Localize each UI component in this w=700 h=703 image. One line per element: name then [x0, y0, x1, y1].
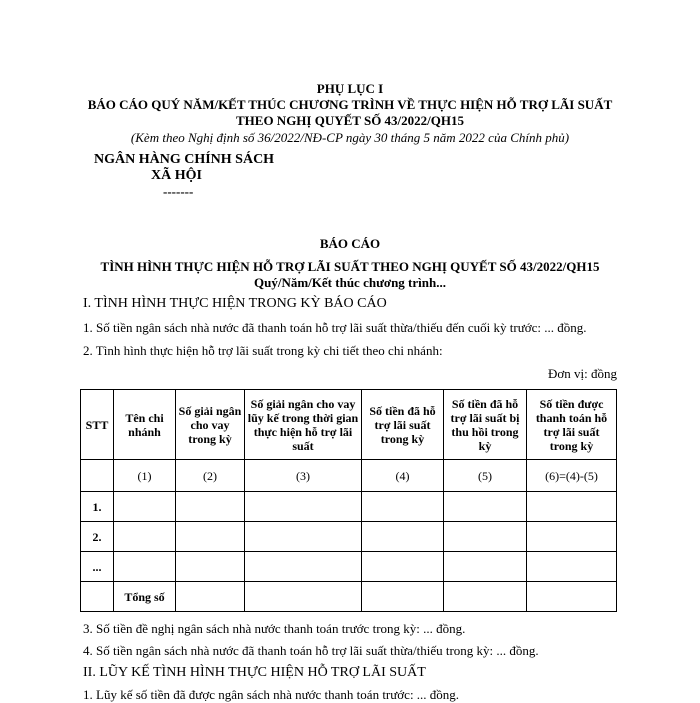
table-header-row — [81, 390, 617, 460]
item4: 4. Số tiền ngân sách nhà nước đã thanh toán hỗ trợ lãi suất thừa/thiếu trong kỳ: ... đồng. — [83, 643, 539, 658]
row-stt: 1. — [81, 492, 114, 522]
item3: 3. Số tiền đề nghị ngân sách nhà nước thanh toán trước trong kỳ: ... đồng. — [83, 621, 466, 636]
table-row — [81, 522, 617, 552]
issuer-line1: NGÂN HÀNG CHÍNH SÁCH — [94, 152, 275, 167]
header-paid-in-period: Số tiền được thanh toán hỗ trợ lãi suất trong kỳ — [527, 390, 617, 460]
col-number — [81, 460, 114, 492]
header-disbursed-cumulative: Số giải ngân cho vay lũy kế trong thời gian thực hiện hỗ trợ lãi suất — [245, 390, 362, 460]
section1-heading: I. TÌNH HÌNH THỰC HIỆN TRONG KỲ BÁO CÁO — [83, 296, 387, 311]
col-number: (3) — [245, 460, 362, 492]
section1-item1: 1. Số tiền ngân sách nhà nước đã thanh toán hỗ trợ lãi suất thừa/thiếu đến cuối kỳ trước: ... đồng. — [83, 320, 587, 335]
section2-item1: 1. Lũy kế số tiền đã được ngân sách nhà nước thanh toán trước: ... đồng. — [83, 687, 460, 702]
header-recovered-in-period: Số tiền đã hỗ trợ lãi suất bị thu hồi trong kỳ — [444, 390, 527, 460]
table-row — [81, 492, 617, 522]
col-number: (5) — [444, 460, 527, 492]
disbursement-table — [80, 389, 617, 612]
total-label: Tổng số — [114, 582, 176, 612]
row-stt: ... — [81, 552, 114, 582]
table-total-row — [81, 582, 617, 612]
section2-heading: II. LŨY KẾ TÌNH HÌNH THỰC HIỆN HỖ TRỢ LÃI SUẤT — [83, 665, 426, 680]
col-number: (6)=(4)-(5) — [527, 460, 617, 492]
appendix-note: (Kèm theo Nghị định số 36/2022/NĐ-CP ngày 30 tháng 5 năm 2022 của Chính phủ) — [130, 130, 570, 145]
issuer-rule: ------- — [163, 184, 194, 199]
header-stt: STT — [81, 390, 114, 460]
issuer-line2: XÃ HỘI — [151, 168, 202, 183]
header-disbursed-in-period: Số giải ngân cho vay trong kỳ — [176, 390, 245, 460]
header-supported-in-period: Số tiền đã hỗ trợ lãi suất trong kỳ — [362, 390, 444, 460]
report-title: TÌNH HÌNH THỰC HIỆN HỖ TRỢ LÃI SUẤT THEO NGHỊ QUYẾT SỐ 43/2022/QH15 — [100, 259, 600, 274]
table-row — [81, 552, 617, 582]
appendix-title-line2: THEO NGHỊ QUYẾT SỐ 43/2022/QH15 — [235, 113, 465, 128]
section1-item2: 2. Tình hình thực hiện hỗ trợ lãi suất trong kỳ chi tiết theo chi nhánh: — [83, 343, 443, 358]
appendix-label: PHỤ LỤC I — [316, 81, 384, 96]
col-number: (1) — [114, 460, 176, 492]
col-number: (4) — [362, 460, 444, 492]
unit-label: Đơn vị: đồng — [548, 366, 617, 381]
appendix-title-line1: BÁO CÁO QUÝ NĂM/KẾT THÚC CHƯƠNG TRÌNH VỀ THỰC HIỆN HỖ TRỢ LÃI SUẤT — [87, 97, 613, 112]
row-stt: 2. — [81, 522, 114, 552]
report-period: Quý/Năm/Kết thúc chương trình... — [254, 275, 446, 290]
header-branch-name: Tên chi nhánh — [114, 390, 176, 460]
report-heading: BÁO CÁO — [319, 236, 381, 251]
table-numbering-row — [81, 460, 617, 492]
col-number: (2) — [176, 460, 245, 492]
